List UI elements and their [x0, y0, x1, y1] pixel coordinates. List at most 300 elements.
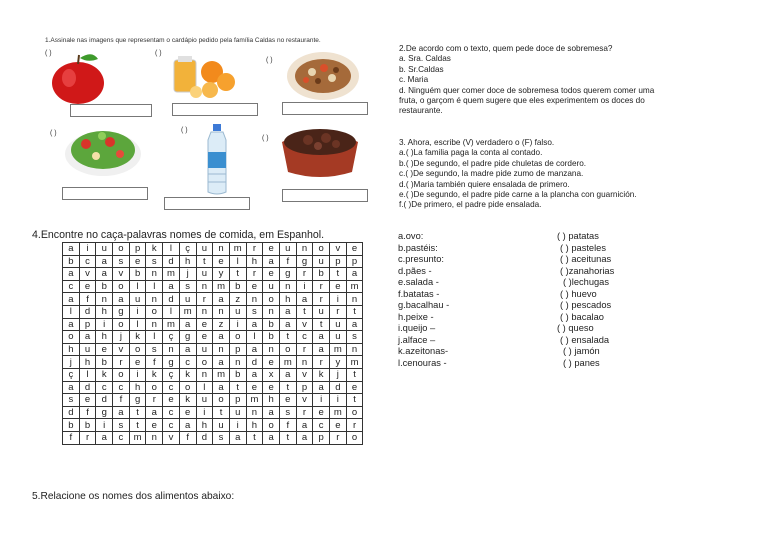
word-search-cell[interactable]: j	[179, 268, 196, 281]
word-search-cell[interactable]: u	[129, 293, 146, 306]
word-search-cell[interactable]: e	[263, 243, 280, 256]
word-search-cell[interactable]: e	[263, 268, 280, 281]
checkbox-paren-water[interactable]: ( )	[181, 127, 188, 134]
word-search-cell[interactable]: n	[96, 293, 113, 306]
word-search-cell[interactable]: u	[229, 305, 246, 318]
word-search-cell[interactable]: b	[96, 280, 113, 293]
word-search-cell[interactable]: f	[63, 431, 80, 444]
word-search-cell[interactable]: m	[229, 243, 246, 256]
word-search-cell[interactable]: e	[179, 406, 196, 419]
word-search-cell[interactable]: d	[163, 293, 180, 306]
word-search-cell[interactable]: o	[263, 293, 280, 306]
checkbox-paren-juice[interactable]: ( )	[155, 50, 162, 57]
word-search-cell[interactable]: n	[296, 243, 313, 256]
word-search-cell[interactable]: a	[79, 331, 96, 344]
word-search-cell[interactable]: n	[196, 368, 213, 381]
section2-option-a[interactable]: a. Sra. Caldas	[399, 54, 451, 64]
word-search-cell[interactable]: t	[229, 381, 246, 394]
word-search-cell[interactable]: b	[229, 280, 246, 293]
answer-box-salad[interactable]	[62, 187, 148, 200]
word-search-cell[interactable]: o	[279, 343, 296, 356]
word-search-cell[interactable]: u	[213, 419, 230, 432]
word-search-cell[interactable]: j	[113, 331, 130, 344]
word-search-cell[interactable]: ç	[179, 243, 196, 256]
word-search-cell[interactable]: l	[129, 318, 146, 331]
word-search-cell[interactable]: h	[279, 293, 296, 306]
word-search-cell[interactable]: p	[129, 243, 146, 256]
word-search-cell[interactable]: m	[279, 356, 296, 369]
word-search-cell[interactable]: k	[179, 394, 196, 407]
word-search-cell[interactable]: v	[163, 431, 180, 444]
word-search-cell[interactable]: r	[146, 394, 163, 407]
word-search-cell[interactable]: d	[63, 406, 80, 419]
word-search-cell[interactable]: j	[63, 356, 80, 369]
word-search-cell[interactable]: e	[246, 381, 263, 394]
word-search-cell[interactable]: s	[246, 305, 263, 318]
word-search-cell[interactable]: y	[213, 268, 230, 281]
word-search-cell[interactable]: o	[346, 431, 363, 444]
word-search-cell[interactable]: h	[96, 331, 113, 344]
word-search-cell[interactable]: b	[63, 255, 80, 268]
word-search-cell[interactable]: h	[63, 343, 80, 356]
word-search-cell[interactable]: m	[163, 318, 180, 331]
word-search-cell[interactable]: o	[146, 305, 163, 318]
word-search-cell[interactable]: r	[330, 431, 347, 444]
match-right-item[interactable]: ( ) panes	[563, 357, 600, 368]
word-search-cell[interactable]: i	[229, 318, 246, 331]
word-search-cell[interactable]: b	[63, 419, 80, 432]
word-search-cell[interactable]: f	[146, 356, 163, 369]
word-search-cell[interactable]: e	[263, 381, 280, 394]
word-search-cell[interactable]: l	[129, 280, 146, 293]
word-search-cell[interactable]: u	[330, 318, 347, 331]
answer-box-water[interactable]	[164, 197, 250, 210]
word-search-cell[interactable]: k	[146, 243, 163, 256]
word-search-cell[interactable]: c	[79, 255, 96, 268]
word-search-cell[interactable]: d	[246, 356, 263, 369]
word-search-cell[interactable]: o	[346, 406, 363, 419]
word-search-cell[interactable]: f	[279, 255, 296, 268]
word-search-cell[interactable]: n	[213, 243, 230, 256]
word-search-cell[interactable]: u	[313, 255, 330, 268]
word-search-cell[interactable]: n	[229, 356, 246, 369]
word-search-cell[interactable]: a	[179, 318, 196, 331]
word-search-cell[interactable]: e	[346, 243, 363, 256]
word-search-cell[interactable]: n	[213, 343, 230, 356]
word-search-cell[interactable]: s	[279, 406, 296, 419]
section3-item[interactable]: d.( )Maria también quiere ensalada de primero.	[399, 179, 570, 189]
word-search-cell[interactable]: l	[163, 243, 180, 256]
word-search-cell[interactable]: t	[279, 381, 296, 394]
word-search-cell[interactable]: r	[79, 431, 96, 444]
word-search-cell[interactable]: a	[263, 255, 280, 268]
word-search-cell[interactable]: o	[229, 331, 246, 344]
word-search-cell[interactable]: o	[213, 394, 230, 407]
word-search-cell[interactable]: h	[263, 394, 280, 407]
section3-item[interactable]: e.( )De segundo, el padre pide carne a la plancha con guarnición.	[399, 190, 637, 200]
word-search-cell[interactable]: r	[313, 280, 330, 293]
word-search-cell[interactable]: s	[146, 255, 163, 268]
word-search-cell[interactable]: s	[146, 343, 163, 356]
word-search-cell[interactable]: v	[113, 268, 130, 281]
word-search-cell[interactable]: b	[263, 318, 280, 331]
match-right-item[interactable]: ( ) bacalao	[560, 311, 604, 322]
word-search-cell[interactable]: t	[213, 406, 230, 419]
word-search-cell[interactable]: k	[96, 368, 113, 381]
word-search-cell[interactable]: t	[346, 368, 363, 381]
word-search-cell[interactable]: i	[79, 243, 96, 256]
match-right-item[interactable]: ( ) jamón	[563, 346, 600, 356]
word-search-cell[interactable]: a	[179, 343, 196, 356]
word-search-cell[interactable]: h	[179, 255, 196, 268]
word-search-cell[interactable]: c	[296, 331, 313, 344]
word-search-cell[interactable]: e	[346, 381, 363, 394]
word-search-cell[interactable]: a	[63, 293, 80, 306]
word-search-cell[interactable]: r	[330, 305, 347, 318]
word-search-cell[interactable]: e	[196, 331, 213, 344]
word-search-cell[interactable]: n	[196, 305, 213, 318]
word-search-cell[interactable]: l	[79, 368, 96, 381]
word-search-cell[interactable]: a	[246, 368, 263, 381]
answer-box-juice[interactable]	[172, 103, 258, 116]
word-search-cell[interactable]: o	[313, 243, 330, 256]
word-search-cell[interactable]: b	[229, 368, 246, 381]
section3-item[interactable]: f.( )De primero, el padre pide ensalada.	[399, 200, 542, 210]
answer-box-apple[interactable]	[70, 104, 152, 117]
word-search-cell[interactable]: e	[330, 280, 347, 293]
word-search-cell[interactable]: u	[313, 305, 330, 318]
word-search-cell[interactable]: a	[279, 305, 296, 318]
word-search-cell[interactable]: k	[179, 368, 196, 381]
word-search-cell[interactable]: u	[330, 331, 347, 344]
word-search-cell[interactable]: p	[296, 381, 313, 394]
word-search-cell[interactable]: u	[229, 406, 246, 419]
word-search-cell[interactable]: h	[196, 419, 213, 432]
word-search-cell[interactable]: k	[129, 331, 146, 344]
word-search-cell[interactable]: u	[179, 293, 196, 306]
word-search-cell[interactable]: t	[346, 394, 363, 407]
word-search-cell[interactable]: j	[330, 368, 347, 381]
word-search-cell[interactable]: a	[96, 268, 113, 281]
word-search-cell[interactable]: i	[330, 394, 347, 407]
word-search-cell[interactable]: o	[63, 331, 80, 344]
word-search-cell[interactable]: r	[113, 356, 130, 369]
word-search-cell[interactable]: m	[129, 431, 146, 444]
word-search-cell[interactable]: a	[113, 293, 130, 306]
word-search-cell[interactable]: s	[346, 331, 363, 344]
word-search-cell[interactable]: n	[279, 280, 296, 293]
word-search-cell[interactable]: a	[163, 280, 180, 293]
word-search-cell[interactable]: m	[246, 394, 263, 407]
word-search-cell[interactable]: h	[246, 419, 263, 432]
word-search-cell[interactable]: e	[313, 406, 330, 419]
word-search-cell[interactable]: i	[296, 280, 313, 293]
word-search-cell[interactable]: e	[129, 255, 146, 268]
word-search-cell[interactable]: t	[196, 255, 213, 268]
word-search-cell[interactable]: e	[79, 394, 96, 407]
word-search-cell[interactable]: a	[229, 431, 246, 444]
word-search-cell[interactable]: t	[313, 318, 330, 331]
word-search-cell[interactable]: d	[163, 255, 180, 268]
word-search-cell[interactable]: l	[163, 305, 180, 318]
word-search-cell[interactable]: i	[129, 305, 146, 318]
word-search-cell[interactable]: e	[96, 343, 113, 356]
word-search-cell[interactable]: e	[196, 318, 213, 331]
word-search-cell[interactable]: t	[346, 305, 363, 318]
word-search-cell[interactable]: h	[246, 255, 263, 268]
word-search-cell[interactable]: c	[96, 381, 113, 394]
word-search-cell[interactable]: n	[213, 305, 230, 318]
word-search-cell[interactable]: c	[313, 419, 330, 432]
word-search-cell[interactable]: a	[63, 243, 80, 256]
word-search-cell[interactable]: p	[229, 394, 246, 407]
word-search-cell[interactable]: i	[229, 419, 246, 432]
word-search-cell[interactable]: u	[96, 243, 113, 256]
word-search-cell[interactable]: i	[129, 368, 146, 381]
word-search-cell[interactable]: a	[146, 406, 163, 419]
word-search-cell[interactable]: p	[330, 255, 347, 268]
word-search-cell[interactable]: b	[129, 268, 146, 281]
word-search-cell[interactable]: c	[163, 406, 180, 419]
word-search-cell[interactable]: m	[179, 305, 196, 318]
word-search-cell[interactable]: e	[79, 280, 96, 293]
word-search-cell[interactable]: o	[113, 243, 130, 256]
match-right-item[interactable]: ( ) ensalada	[560, 334, 610, 345]
word-search-cell[interactable]: v	[113, 343, 130, 356]
checkbox-paren-salad[interactable]: ( )	[50, 130, 57, 137]
match-right-item[interactable]: ( ) pasteles	[560, 242, 606, 253]
word-search-cell[interactable]: v	[296, 318, 313, 331]
word-search-cell[interactable]: l	[246, 331, 263, 344]
word-search-cell[interactable]: f	[179, 431, 196, 444]
word-search-cell[interactable]: c	[163, 381, 180, 394]
word-search-cell[interactable]: c	[163, 419, 180, 432]
word-search-cell[interactable]: c	[113, 431, 130, 444]
word-search-cell[interactable]: v	[296, 368, 313, 381]
word-search-cell[interactable]: a	[96, 255, 113, 268]
word-search-cell[interactable]: t	[229, 268, 246, 281]
word-search-cell[interactable]: b	[263, 331, 280, 344]
word-search-grid[interactable]	[62, 242, 363, 445]
word-search-cell[interactable]: g	[279, 268, 296, 281]
word-search-cell[interactable]: s	[63, 394, 80, 407]
word-search-cell[interactable]: y	[330, 356, 347, 369]
word-search-cell[interactable]: g	[129, 394, 146, 407]
word-search-cell[interactable]: l	[63, 305, 80, 318]
word-search-cell[interactable]: o	[196, 356, 213, 369]
word-search-cell[interactable]: h	[96, 305, 113, 318]
word-search-cell[interactable]: b	[96, 356, 113, 369]
word-search-cell[interactable]: e	[146, 419, 163, 432]
word-search-cell[interactable]: h	[129, 381, 146, 394]
word-search-cell[interactable]: c	[179, 356, 196, 369]
word-search-cell[interactable]: e	[213, 255, 230, 268]
word-search-cell[interactable]: n	[263, 305, 280, 318]
word-search-cell[interactable]: f	[79, 406, 96, 419]
word-search-cell[interactable]: n	[146, 318, 163, 331]
word-search-cell[interactable]: i	[330, 293, 347, 306]
word-search-cell[interactable]: e	[330, 419, 347, 432]
word-search-cell[interactable]: p	[79, 318, 96, 331]
match-right-item[interactable]: ( )zanahorias	[560, 265, 615, 276]
section2-option-b[interactable]: b. Sr.Caldas	[399, 64, 444, 74]
word-search-cell[interactable]: a	[246, 318, 263, 331]
word-search-cell[interactable]: o	[113, 280, 130, 293]
word-search-cell[interactable]: u	[196, 394, 213, 407]
match-right-item[interactable]: ( )lechugas	[563, 277, 609, 287]
word-search-cell[interactable]: h	[79, 356, 96, 369]
word-search-cell[interactable]: a	[96, 431, 113, 444]
word-search-cell[interactable]: ç	[63, 368, 80, 381]
word-search-cell[interactable]: l	[146, 331, 163, 344]
word-search-cell[interactable]: s	[213, 431, 230, 444]
word-search-cell[interactable]: e	[246, 280, 263, 293]
word-search-cell[interactable]: n	[346, 343, 363, 356]
checkbox-paren-stew[interactable]: ( )	[266, 57, 273, 64]
word-search-cell[interactable]: ç	[163, 331, 180, 344]
answer-box-dessert[interactable]	[282, 189, 368, 202]
word-search-cell[interactable]: n	[263, 343, 280, 356]
word-search-cell[interactable]: d	[330, 381, 347, 394]
word-search-cell[interactable]: a	[63, 318, 80, 331]
word-search-cell[interactable]: p	[346, 255, 363, 268]
word-search-cell[interactable]: m	[213, 368, 230, 381]
word-search-cell[interactable]: t	[279, 431, 296, 444]
word-search-cell[interactable]: c	[63, 280, 80, 293]
word-search-cell[interactable]: g	[96, 406, 113, 419]
word-search-cell[interactable]: u	[196, 243, 213, 256]
word-search-cell[interactable]: f	[113, 394, 130, 407]
word-search-cell[interactable]: t	[129, 419, 146, 432]
word-search-cell[interactable]: a	[279, 368, 296, 381]
word-search-cell[interactable]: v	[79, 268, 96, 281]
word-search-cell[interactable]: p	[229, 343, 246, 356]
word-search-cell[interactable]: r	[346, 419, 363, 432]
word-search-cell[interactable]: a	[213, 293, 230, 306]
word-search-cell[interactable]: o	[113, 318, 130, 331]
word-search-cell[interactable]: i	[96, 318, 113, 331]
word-search-cell[interactable]: n	[146, 268, 163, 281]
word-search-cell[interactable]: d	[96, 394, 113, 407]
word-search-cell[interactable]: v	[296, 394, 313, 407]
word-search-cell[interactable]: b	[313, 268, 330, 281]
word-search-cell[interactable]: a	[296, 293, 313, 306]
section3-item[interactable]: a.( )La familia paga la conta al contado.	[399, 148, 543, 158]
word-search-cell[interactable]: u	[196, 343, 213, 356]
word-search-cell[interactable]: a	[63, 381, 80, 394]
word-search-cell[interactable]: r	[246, 268, 263, 281]
word-search-cell[interactable]: o	[263, 419, 280, 432]
word-search-cell[interactable]: v	[330, 243, 347, 256]
word-search-cell[interactable]: i	[313, 394, 330, 407]
word-search-cell[interactable]: e	[263, 356, 280, 369]
word-search-cell[interactable]: g	[296, 255, 313, 268]
section2-option-c[interactable]: c. Maria	[399, 75, 429, 85]
word-search-cell[interactable]: r	[313, 356, 330, 369]
word-search-cell[interactable]: n	[246, 406, 263, 419]
word-search-cell[interactable]: g	[163, 356, 180, 369]
word-search-cell[interactable]: d	[196, 431, 213, 444]
word-search-cell[interactable]: a	[296, 431, 313, 444]
word-search-cell[interactable]: n	[246, 293, 263, 306]
word-search-cell[interactable]: t	[296, 305, 313, 318]
word-search-cell[interactable]: u	[279, 243, 296, 256]
word-search-cell[interactable]: a	[296, 419, 313, 432]
match-right-item[interactable]: ( ) huevo	[560, 288, 597, 299]
word-search-cell[interactable]: a	[263, 406, 280, 419]
word-search-cell[interactable]: m	[163, 268, 180, 281]
word-search-cell[interactable]: l	[229, 255, 246, 268]
word-search-cell[interactable]: e	[279, 394, 296, 407]
match-right-item[interactable]: ( ) queso	[557, 323, 594, 333]
word-search-cell[interactable]: o	[129, 343, 146, 356]
word-search-cell[interactable]: o	[113, 368, 130, 381]
word-search-cell[interactable]: m	[330, 343, 347, 356]
word-search-cell[interactable]: r	[246, 243, 263, 256]
word-search-cell[interactable]: z	[213, 318, 230, 331]
word-search-cell[interactable]: m	[330, 406, 347, 419]
word-search-cell[interactable]: u	[263, 280, 280, 293]
word-search-cell[interactable]: r	[296, 343, 313, 356]
word-search-cell[interactable]: s	[113, 419, 130, 432]
word-search-cell[interactable]: x	[263, 368, 280, 381]
word-search-cell[interactable]: g	[179, 331, 196, 344]
word-search-cell[interactable]: a	[213, 331, 230, 344]
word-search-cell[interactable]: s	[179, 280, 196, 293]
word-search-cell[interactable]: e	[129, 356, 146, 369]
word-search-cell[interactable]: r	[296, 268, 313, 281]
word-search-cell[interactable]: g	[113, 305, 130, 318]
word-search-cell[interactable]: a	[213, 381, 230, 394]
word-search-cell[interactable]: a	[113, 406, 130, 419]
word-search-cell[interactable]: t	[330, 268, 347, 281]
word-search-cell[interactable]: ç	[163, 368, 180, 381]
word-search-cell[interactable]: n	[346, 293, 363, 306]
word-search-cell[interactable]: e	[163, 394, 180, 407]
section3-item[interactable]: c.( )De segundo, la madre pide zumo de manzana.	[399, 169, 584, 179]
word-search-cell[interactable]: o	[146, 381, 163, 394]
word-search-cell[interactable]: a	[263, 431, 280, 444]
word-search-cell[interactable]: m	[346, 356, 363, 369]
word-search-cell[interactable]: d	[79, 381, 96, 394]
checkbox-paren-dessert[interactable]: ( )	[262, 135, 269, 142]
word-search-cell[interactable]: k	[146, 368, 163, 381]
match-right-item[interactable]: ( ) patatas	[557, 231, 599, 241]
word-search-cell[interactable]: p	[313, 431, 330, 444]
answer-box-stew[interactable]	[282, 102, 368, 115]
word-search-cell[interactable]: t	[279, 331, 296, 344]
word-search-cell[interactable]: t	[129, 406, 146, 419]
word-search-cell[interactable]: m	[346, 280, 363, 293]
word-search-cell[interactable]: n	[163, 343, 180, 356]
word-search-cell[interactable]: k	[313, 368, 330, 381]
word-search-cell[interactable]: a	[179, 419, 196, 432]
section3-item[interactable]: b.( )De segundo, el padre pide chuletas de cordero.	[399, 158, 587, 168]
word-search-cell[interactable]: l	[196, 381, 213, 394]
word-search-cell[interactable]: r	[296, 406, 313, 419]
word-search-cell[interactable]: n	[146, 431, 163, 444]
word-search-cell[interactable]: r	[313, 293, 330, 306]
word-search-cell[interactable]: d	[79, 305, 96, 318]
word-search-cell[interactable]: i	[196, 406, 213, 419]
word-search-cell[interactable]: u	[196, 268, 213, 281]
word-search-cell[interactable]: a	[63, 268, 80, 281]
word-search-cell[interactable]: a	[313, 381, 330, 394]
match-right-item[interactable]: ( ) pescados	[560, 300, 612, 310]
word-search-cell[interactable]: a	[213, 356, 230, 369]
word-search-cell[interactable]: u	[79, 343, 96, 356]
word-search-cell[interactable]: a	[313, 343, 330, 356]
